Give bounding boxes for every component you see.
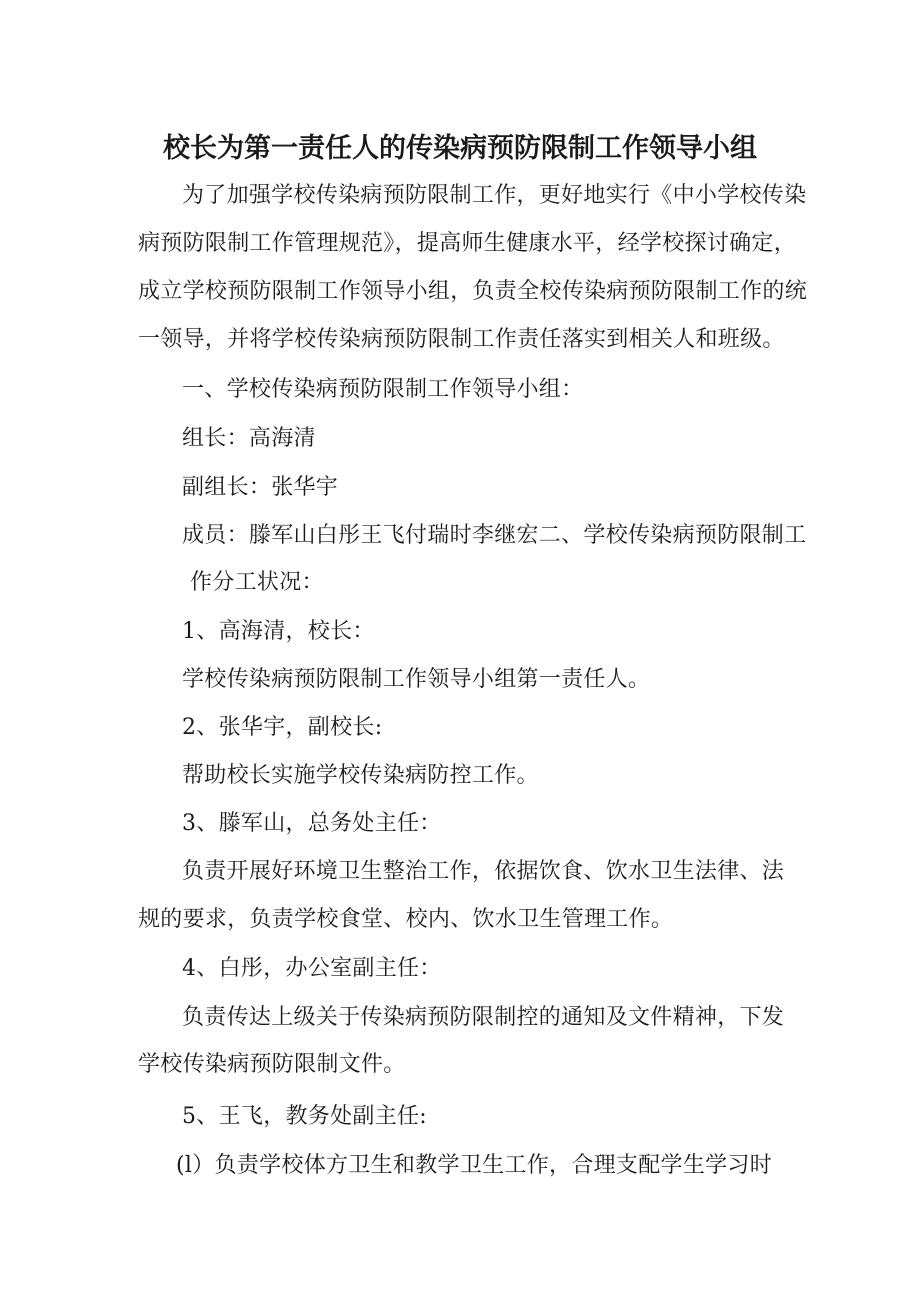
list-item-heading: 1、高海清，校长：: [182, 619, 375, 644]
paragraph-line: 为了加强学校传染病预防限制工作，更好地实行《中小学校传染: [182, 183, 807, 208]
list-item-heading: 4、白彤，办公室副主任：: [182, 956, 442, 981]
list-item-heading: 2、张华宇，副校长:: [182, 715, 383, 740]
list-item-text: 负责开展好环境卫生整治工作，依据饮食、饮水卫生法律、法: [182, 859, 785, 884]
list-item-heading: 5、王飞，教务处副主任:: [182, 1104, 428, 1129]
leader-line: 组长：高海清: [182, 426, 316, 451]
paragraph-line: 一领导，并将学校传染病预防限制工作责任落实到相关人和班级。: [138, 327, 785, 352]
list-item-text: 学校传染病预防限制文件。: [138, 1052, 406, 1077]
list-item-text: (l）负责学校体方卫生和教学卫生工作，合理支配学生学习时: [176, 1153, 773, 1178]
list-item-text: 学校传染病预防限制工作领导小组第一责任人。: [182, 667, 651, 692]
list-item-text: 规的要求，负责学校食堂、校内、饮水卫生管理工作。: [138, 907, 674, 932]
section-heading: 一、学校传染病预防限制工作领导小组：: [182, 377, 584, 402]
document-title: 校长为第一责任人的传染病预防限制工作领导小组: [163, 133, 757, 164]
paragraph-line: 成立学校预防限制工作领导小组，负责全校传染病预防限制工作的统: [138, 279, 808, 304]
deputy-leader-line: 副组长：张华宇: [182, 475, 339, 500]
members-line: 成员：滕军山白彤王飞付瑞时李继宏二、学校传染病预防限制工: [182, 523, 807, 548]
list-item-text: 负责传达上级关于传染病预防限制控的通知及文件精神，下发: [182, 1005, 785, 1030]
list-item-heading: 3、滕军山，总务处主任：: [182, 811, 442, 836]
paragraph-line: 病预防限制工作管理规范》，提高师生健康水平，经学校探讨确定，: [138, 231, 797, 256]
paragraph-line: 作分工状况：: [190, 570, 324, 595]
list-item-text: 帮助校长实施学校传染病防控工作。: [182, 763, 539, 788]
